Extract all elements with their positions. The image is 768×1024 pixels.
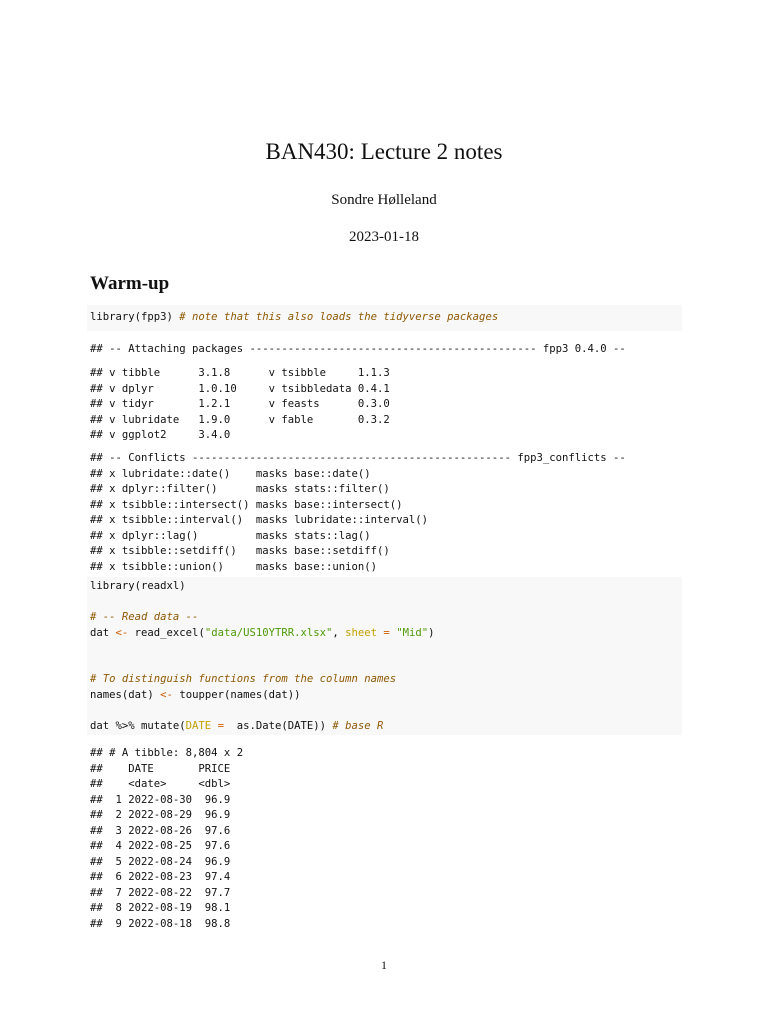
output-line: ## v lubridate 1.9.0 v fable 0.3.2 — [90, 413, 390, 426]
code-token: dat %>% mutate( — [90, 719, 186, 732]
assign-operator: <- — [160, 688, 173, 701]
code-token: as.Date(DATE)) — [230, 719, 333, 732]
output-line: ## DATE PRICE — [90, 762, 231, 775]
code-comment: # -- Read data -- — [90, 611, 199, 623]
code-token: ) — [428, 626, 435, 639]
output-tibble — [87, 746, 682, 932]
output-attaching-packages — [87, 342, 682, 358]
code-comment: # To distinguish functions from the column names — [90, 673, 397, 685]
code-line-read-excel — [90, 626, 682, 642]
table-row: ## 5 2022-08-24 96.9 — [90, 855, 231, 868]
code-comment: # note that this also loads the tidyverse packages — [179, 311, 499, 323]
output-package-list — [87, 366, 682, 444]
output-line: ## # A tibble: 8,804 x 2 — [90, 747, 244, 759]
code-chunk-library-fpp3 — [87, 305, 682, 331]
code-token: read_excel( — [128, 626, 205, 639]
string-literal: "data/US10YTRR.xlsx" — [204, 626, 333, 639]
code-line-names — [90, 688, 682, 704]
section-heading-warm-up: Warm-up — [90, 273, 170, 294]
document-date: 2023-01-18 — [349, 229, 419, 245]
argument-name: sheet — [345, 626, 378, 639]
code-line-mutate — [90, 719, 682, 735]
equals-operator: = — [377, 626, 397, 639]
table-row: ## 8 2022-08-19 98.1 — [90, 902, 231, 914]
output-line: ## x dplyr::filter() masks stats::filter() — [90, 483, 390, 495]
code-token: names(dat) — [90, 688, 161, 701]
author: Sondre Hølleland — [331, 192, 437, 208]
output-line: ## v dplyr 1.0.10 v tsibbledata 0.4.1 — [90, 382, 390, 395]
assign-operator: <- — [115, 626, 129, 639]
output-line: ## v tidyr 1.2.1 v feasts 0.3.0 — [90, 398, 390, 410]
string-literal: "Mid" — [396, 626, 429, 639]
output-header: ## -- Conflicts -------------------------------------------------- fpp3_conflicts -- — [90, 452, 626, 464]
output-line: ## x dplyr::lag() masks stats::lag() — [90, 529, 371, 542]
document-title: BAN430: Lecture 2 notes — [265, 139, 503, 164]
output-line: ## x tsibble::intersect() masks base::intersect() — [90, 498, 403, 511]
argument-name: DATE — [185, 719, 212, 732]
code-comment: # base R — [332, 719, 384, 732]
code-token: toupper(names(dat)) — [172, 688, 301, 701]
output-line: ## v ggplot2 3.4.0 — [90, 429, 231, 441]
code-call: library(fpp3) — [90, 311, 180, 323]
table-row: ## 1 2022-08-30 96.9 — [90, 793, 231, 806]
output-header: ## -- Attaching packages --------------------------------------------- fpp3 0.4.0 -- — [90, 343, 626, 355]
output-line: ## v tibble 3.1.8 v tsibble 1.1.3 — [90, 367, 390, 379]
page-number: 1 — [381, 958, 387, 972]
output-line: ## x tsibble::union() masks base::union() — [90, 560, 378, 573]
code-line: library(readxl) — [90, 580, 186, 592]
table-row: ## 2 2022-08-29 96.9 — [90, 809, 231, 821]
table-row: ## 4 2022-08-25 97.6 — [90, 840, 231, 852]
table-row: ## 9 2022-08-18 98.8 — [90, 917, 231, 930]
code-token: dat — [90, 626, 116, 639]
output-line: ## <date> <dbl> — [90, 778, 231, 790]
code-chunk-read-data — [87, 577, 682, 735]
code-token: , — [332, 626, 346, 639]
output-line: ## x tsibble::interval() masks lubridate::interval() — [90, 514, 429, 526]
table-row: ## 6 2022-08-23 97.4 — [90, 871, 231, 883]
table-row: ## 7 2022-08-22 97.7 — [90, 886, 231, 899]
output-conflicts — [87, 451, 682, 575]
output-line: ## x tsibble::setdiff() masks base::setdiff() — [90, 545, 390, 557]
table-row: ## 3 2022-08-26 97.6 — [90, 824, 231, 837]
equals-operator: = — [211, 719, 231, 732]
output-line: ## x lubridate::date() masks base::date() — [90, 467, 371, 480]
